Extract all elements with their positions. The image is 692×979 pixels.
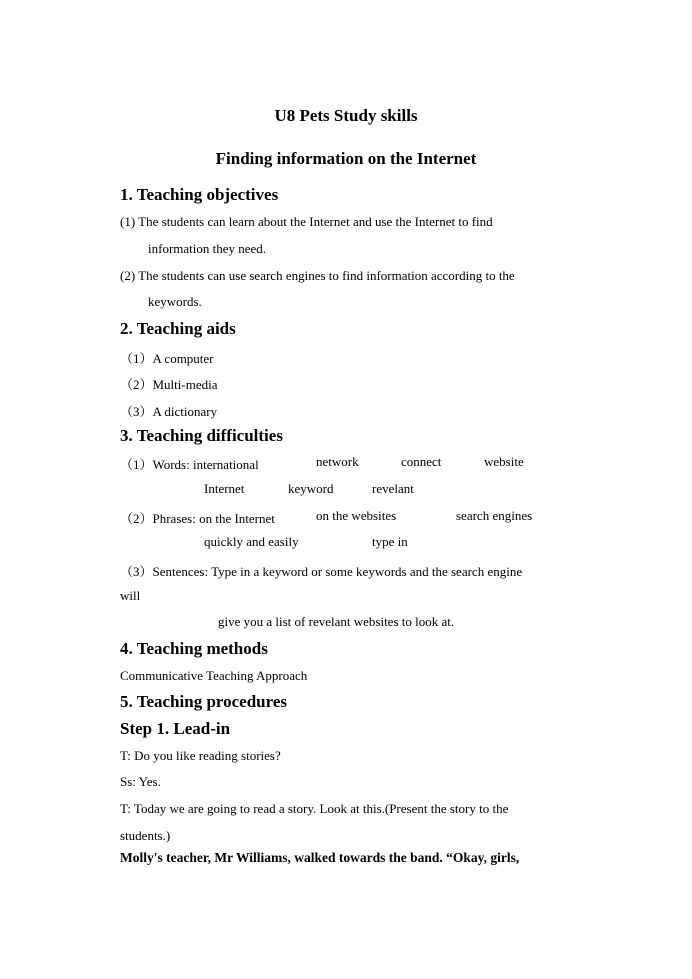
dialogue-line: students.) bbox=[120, 828, 171, 843]
aid-item: （2）Multi-media bbox=[120, 377, 218, 392]
document-subtitle: Finding information on the Internet bbox=[215, 149, 477, 168]
methods-text: Communicative Teaching Approach bbox=[120, 668, 308, 683]
phrase-item: search engines bbox=[456, 508, 533, 523]
word-item: connect bbox=[401, 454, 442, 469]
section-heading-methods: 4. Teaching methods bbox=[120, 639, 268, 658]
sentences-line-2: will bbox=[120, 588, 141, 603]
aid-item: （3）A dictionary bbox=[120, 404, 218, 419]
section-heading-objectives: 1. Teaching objectives bbox=[120, 185, 279, 204]
objective-1-line-2: information they need. bbox=[148, 241, 267, 256]
phrase-item: type in bbox=[372, 534, 408, 549]
objective-2-line-1: (2) The students can use search engines to find information according to the bbox=[120, 268, 515, 283]
document-title: U8 Pets Study skills bbox=[274, 106, 418, 125]
phrase-item: on the websites bbox=[316, 508, 397, 523]
sentences-line-3: give you a list of revelant websites to look at. bbox=[218, 614, 455, 629]
phrases-label: （2）Phrases: on the Internet bbox=[120, 511, 275, 526]
word-item: revelant bbox=[372, 481, 414, 496]
word-item: network bbox=[316, 454, 359, 469]
objective-2-line-2: keywords. bbox=[148, 294, 202, 309]
section-heading-difficulties: 3. Teaching difficulties bbox=[120, 426, 283, 445]
dialogue-line: T: Do you like reading stories? bbox=[120, 748, 281, 763]
section-heading-aids: 2. Teaching aids bbox=[120, 319, 236, 338]
dialogue-line: Ss: Yes. bbox=[120, 774, 161, 789]
word-item: website bbox=[484, 454, 524, 469]
words-label: （1）Words: international bbox=[120, 457, 259, 472]
step-heading: Step 1. Lead-in bbox=[120, 719, 231, 738]
objective-1-line-1: (1) The students can learn about the Internet and use the Internet to find bbox=[120, 214, 493, 229]
sentences-line-1: （3）Sentences: Type in a keyword or some keywords and the search engine bbox=[120, 564, 523, 579]
section-heading-procedures: 5. Teaching procedures bbox=[120, 692, 288, 711]
dialogue-line: T: Today we are going to read a story. Look at this.(Present the story to the bbox=[120, 801, 509, 816]
phrase-item: quickly and easily bbox=[204, 534, 299, 549]
aid-item: （1）A computer bbox=[120, 351, 214, 366]
word-item: keyword bbox=[288, 481, 334, 496]
story-excerpt: Molly's teacher, Mr Williams, walked towards the band. “Okay, girls, bbox=[120, 850, 520, 865]
word-item: Internet bbox=[204, 481, 245, 496]
